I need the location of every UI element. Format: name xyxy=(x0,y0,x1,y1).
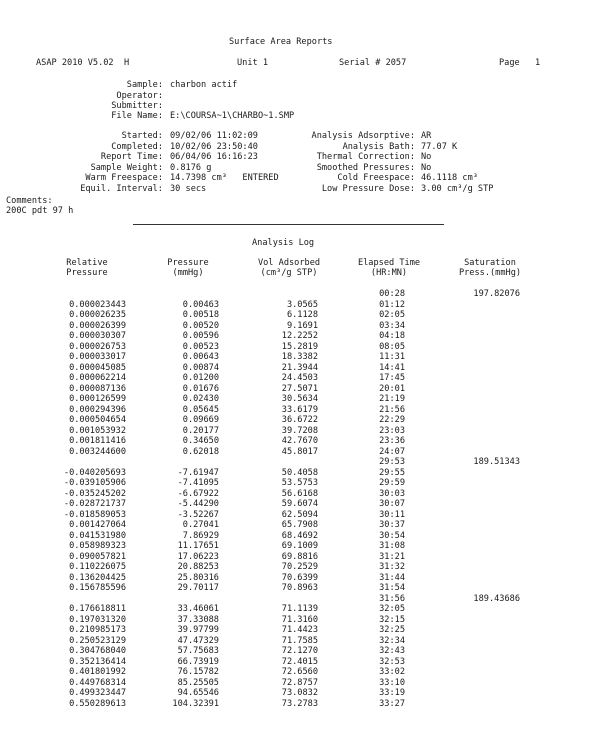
elapsed-time-cell: 23:03 xyxy=(379,425,405,436)
elapsed-time-cell: 30:07 xyxy=(379,499,405,509)
elapsed-time-cell: 03:34 xyxy=(379,320,405,331)
pressure-cell: 0.00596 xyxy=(182,331,219,341)
instrument-version: ASAP 2010 V5.02 H xyxy=(36,58,130,68)
run-param-value: 14.7398 cm³ ENTERED xyxy=(170,173,279,183)
vol-adsorbed-cell: 15.2819 xyxy=(281,341,318,352)
run-param-label: Report Time: xyxy=(100,152,163,162)
column-header-line1: Relative xyxy=(66,258,108,268)
relative-pressure-cell: 0.304768040 xyxy=(69,646,126,656)
pressure-cell: -5.44290 xyxy=(177,499,219,509)
run-param-label: Started: xyxy=(121,131,163,141)
vol-adsorbed-cell: 69.8816 xyxy=(281,551,318,562)
relative-pressure-cell: 0.449768314 xyxy=(69,677,126,688)
vol-adsorbed-cell: 36.6722 xyxy=(281,415,318,425)
elapsed-time-cell: 04:18 xyxy=(379,331,405,341)
section-divider xyxy=(133,224,444,225)
page-label: Page xyxy=(499,58,520,68)
elapsed-time-cell: 32:05 xyxy=(379,604,405,614)
pressure-cell: 20.88253 xyxy=(177,562,219,572)
column-header-line1: Pressure xyxy=(167,258,209,268)
pressure-cell: 0.01676 xyxy=(182,383,219,394)
elapsed-time-cell: 31:08 xyxy=(379,541,405,551)
pressure-cell: 0.02430 xyxy=(182,394,219,404)
vol-adsorbed-cell: 56.6168 xyxy=(281,488,318,499)
relative-pressure-cell: 0.000023443 xyxy=(69,299,126,310)
pressure-cell: 0.00463 xyxy=(182,299,219,310)
run-param-label: Analysis Bath: xyxy=(342,142,415,152)
elapsed-time-cell: 30:11 xyxy=(379,509,405,520)
run-param-value: 09/02/06 11:02:09 xyxy=(170,131,258,141)
run-param-value: 06/04/06 16:16:23 xyxy=(170,152,258,162)
run-param-label: Low Pressure Dose: xyxy=(321,184,415,194)
vol-adsorbed-cell: 72.6560 xyxy=(281,667,318,677)
vol-adsorbed-cell: 18.3382 xyxy=(281,352,318,362)
elapsed-time-cell: 32:43 xyxy=(379,646,405,656)
vol-adsorbed-cell: 33.6179 xyxy=(281,404,318,415)
pressure-cell: 47.47329 xyxy=(177,635,219,646)
comments-text: 200C pdt 97 h xyxy=(6,206,74,216)
elapsed-time-cell: 20:01 xyxy=(379,383,405,394)
pressure-cell: -7.61947 xyxy=(177,467,219,478)
column-header-line2: (HR:MN) xyxy=(370,268,408,278)
pressure-cell: -3.52267 xyxy=(177,509,219,520)
run-param-value: 3.00 cm³/g STP xyxy=(421,184,494,194)
elapsed-time-cell: 32:25 xyxy=(379,625,405,635)
vol-adsorbed-cell: 72.1270 xyxy=(281,646,318,656)
unit-label: Unit 1 xyxy=(237,58,269,68)
relative-pressure-cell: 0.210985173 xyxy=(69,625,126,635)
pressure-cell: 25.80316 xyxy=(177,572,219,583)
elapsed-time-cell: 31:44 xyxy=(379,572,405,583)
run-param-value: 10/02/06 23:50:40 xyxy=(170,142,258,152)
run-param-value: No xyxy=(421,163,432,173)
pressure-cell: -7.41095 xyxy=(177,478,219,488)
relative-pressure-cell: 0.041531980 xyxy=(69,530,126,541)
pressure-cell: -6.67922 xyxy=(177,488,219,499)
elapsed-time-cell: 31:32 xyxy=(379,562,405,572)
relative-pressure-cell: 0.176618811 xyxy=(69,604,126,614)
column-header-line2: Press.(mmHg) xyxy=(458,268,522,278)
relative-pressure-cell: 0.000062214 xyxy=(69,373,126,383)
sample-field-label: Submitter: xyxy=(111,101,163,111)
vol-adsorbed-cell: 12.2252 xyxy=(281,331,318,341)
relative-pressure-cell: -0.039105906 xyxy=(63,478,126,488)
relative-pressure-cell: 0.001811416 xyxy=(69,436,126,446)
elapsed-time-cell: 32:53 xyxy=(379,656,405,667)
vol-adsorbed-cell: 73.0832 xyxy=(281,688,318,698)
relative-pressure-cell: 0.000504654 xyxy=(69,415,126,425)
elapsed-time-cell: 33:02 xyxy=(379,667,405,677)
vol-adsorbed-cell: 30.5634 xyxy=(281,394,318,404)
column-header-line2: (cm³/g STP) xyxy=(260,268,318,278)
vol-adsorbed-cell: 71.3160 xyxy=(281,614,318,625)
pressure-cell: 0.09669 xyxy=(182,415,219,425)
elapsed-time-cell: 33:10 xyxy=(379,677,405,688)
elapsed-time-cell: 32:34 xyxy=(379,635,405,646)
pressure-cell: 11.17651 xyxy=(177,541,219,551)
elapsed-time-cell: 29:53 xyxy=(379,457,405,467)
vol-adsorbed-cell: 53.5753 xyxy=(281,478,318,488)
pressure-cell: 37.33088 xyxy=(177,614,219,625)
elapsed-time-cell: 02:05 xyxy=(379,310,405,320)
run-param-value: 46.1118 cm³ xyxy=(421,173,478,183)
vol-adsorbed-cell: 70.8963 xyxy=(281,583,318,593)
relative-pressure-cell: 0.000294396 xyxy=(69,404,126,415)
run-param-value: AR xyxy=(421,131,432,141)
vol-adsorbed-cell: 65.7908 xyxy=(281,520,318,530)
elapsed-time-cell: 29:55 xyxy=(379,467,405,478)
run-param-label: Smoothed Pressures: xyxy=(316,163,415,173)
elapsed-time-cell: 23:36 xyxy=(379,436,405,446)
relative-pressure-cell: 0.058989323 xyxy=(69,541,126,551)
pressure-cell: 7.86929 xyxy=(182,530,219,541)
run-param-value: 77.07 K xyxy=(421,142,458,152)
serial-number: Serial # 2057 xyxy=(339,58,407,68)
relative-pressure-cell: -0.018589053 xyxy=(63,509,126,520)
vol-adsorbed-cell: 72.4015 xyxy=(281,656,318,667)
relative-pressure-cell: -0.035245202 xyxy=(63,488,126,499)
vol-adsorbed-cell: 73.2783 xyxy=(281,698,318,709)
sample-field-value: E:\COURSA~1\CHARBO~1.SMP xyxy=(170,111,295,121)
run-param-label: Thermal Correction: xyxy=(316,152,415,162)
pressure-cell: 0.00518 xyxy=(182,310,219,320)
vol-adsorbed-cell: 6.1128 xyxy=(286,310,318,320)
elapsed-time-cell: 14:41 xyxy=(379,362,405,373)
pressure-cell: 94.65546 xyxy=(177,688,219,698)
relative-pressure-cell: 0.003244600 xyxy=(69,446,126,457)
relative-pressure-cell: 0.001053932 xyxy=(69,425,126,436)
vol-adsorbed-cell: 3.0565 xyxy=(286,299,318,310)
elapsed-time-cell: 21:19 xyxy=(379,394,405,404)
vol-adsorbed-cell: 42.7670 xyxy=(281,436,318,446)
elapsed-time-cell: 00:28 xyxy=(379,289,405,299)
pressure-cell: 85.25505 xyxy=(177,677,219,688)
sample-field-label: Sample: xyxy=(126,80,163,90)
run-param-label: Cold Freespace: xyxy=(337,173,415,183)
run-param-label: Completed: xyxy=(111,142,163,152)
sample-field-label: File Name: xyxy=(111,111,163,121)
elapsed-time-cell: 30:37 xyxy=(379,520,405,530)
relative-pressure-cell: 0.090057821 xyxy=(69,551,126,562)
elapsed-time-cell: 22:29 xyxy=(379,415,405,425)
column-header-line1: Vol Adsorbed xyxy=(257,258,321,268)
run-param-value: No xyxy=(421,152,432,162)
relative-pressure-cell: 0.197031320 xyxy=(69,614,126,625)
elapsed-time-cell: 33:27 xyxy=(379,698,405,709)
elapsed-time-cell: 11:31 xyxy=(379,352,405,362)
column-header-line2: Pressure xyxy=(66,268,108,278)
relative-pressure-cell: 0.550289613 xyxy=(69,698,126,709)
pressure-cell: 0.00643 xyxy=(182,352,219,362)
column-header-line1: Elapsed Time xyxy=(357,258,421,268)
page-number: 1 xyxy=(535,58,541,68)
run-param-label: Equil. Interval: xyxy=(80,184,163,194)
pressure-cell: 33.46061 xyxy=(177,604,219,614)
relative-pressure-cell: 0.401801992 xyxy=(69,667,126,677)
elapsed-time-cell: 24:07 xyxy=(379,446,405,457)
vol-adsorbed-cell: 69.1009 xyxy=(281,541,318,551)
vol-adsorbed-cell: 71.1139 xyxy=(281,604,318,614)
elapsed-time-cell: 30:03 xyxy=(379,488,405,499)
pressure-cell: 0.20177 xyxy=(182,425,219,436)
relative-pressure-cell: 0.000087136 xyxy=(69,383,126,394)
pressure-cell: 0.00874 xyxy=(182,362,219,373)
relative-pressure-cell: 0.136204425 xyxy=(69,572,126,583)
report-title: Surface Area Reports xyxy=(229,37,333,47)
relative-pressure-cell: 0.000030307 xyxy=(69,331,126,341)
vol-adsorbed-cell: 50.4058 xyxy=(281,467,318,478)
relative-pressure-cell: 0.000033017 xyxy=(69,352,126,362)
vol-adsorbed-cell: 45.8017 xyxy=(281,446,318,457)
pressure-cell: 66.73919 xyxy=(177,656,219,667)
pressure-cell: 104.32391 xyxy=(172,698,219,709)
vol-adsorbed-cell: 62.5094 xyxy=(281,509,318,520)
relative-pressure-cell: 0.001427064 xyxy=(69,520,126,530)
run-param-label: Analysis Adsorptive: xyxy=(311,131,415,141)
comments-label: Comments: xyxy=(6,196,53,206)
pressure-cell: 0.00520 xyxy=(182,320,219,331)
sample-field-value: charbon actif xyxy=(170,80,238,90)
vol-adsorbed-cell: 71.7585 xyxy=(281,635,318,646)
vol-adsorbed-cell: 72.8757 xyxy=(281,677,318,688)
elapsed-time-cell: 31:56 xyxy=(379,593,405,604)
elapsed-time-cell: 17:45 xyxy=(379,373,405,383)
run-param-label: Warm Freespace: xyxy=(85,173,163,183)
vol-adsorbed-cell: 59.6074 xyxy=(281,499,318,509)
pressure-cell: 0.34650 xyxy=(182,436,219,446)
elapsed-time-cell: 33:19 xyxy=(379,688,405,698)
relative-pressure-cell: 0.000045085 xyxy=(69,362,126,373)
run-param-label: Sample Weight: xyxy=(90,163,163,173)
relative-pressure-cell: 0.499323447 xyxy=(69,688,126,698)
vol-adsorbed-cell: 9.1691 xyxy=(286,320,318,331)
vol-adsorbed-cell: 70.6399 xyxy=(281,572,318,583)
elapsed-time-cell: 29:59 xyxy=(379,478,405,488)
vol-adsorbed-cell: 71.4423 xyxy=(281,625,318,635)
vol-adsorbed-cell: 68.4692 xyxy=(281,530,318,541)
pressure-cell: 0.01200 xyxy=(182,373,219,383)
pressure-cell: 17.06223 xyxy=(177,551,219,562)
pressure-cell: 0.27041 xyxy=(182,520,219,530)
elapsed-time-cell: 01:12 xyxy=(379,299,405,310)
sample-field-label: Operator: xyxy=(116,91,163,101)
vol-adsorbed-cell: 27.5071 xyxy=(281,383,318,394)
saturation-pressure-cell: 197.82076 xyxy=(473,289,520,299)
pressure-cell: 0.62018 xyxy=(182,446,219,457)
relative-pressure-cell: 0.250523129 xyxy=(69,635,126,646)
relative-pressure-cell: 0.000026753 xyxy=(69,341,126,352)
vol-adsorbed-cell: 39.7208 xyxy=(281,425,318,436)
relative-pressure-cell: 0.000126599 xyxy=(69,394,126,404)
relative-pressure-cell: 0.000026399 xyxy=(69,320,126,331)
analysis-log-title: Analysis Log xyxy=(252,238,315,248)
elapsed-time-cell: 32:15 xyxy=(379,614,405,625)
elapsed-time-cell: 08:05 xyxy=(379,341,405,352)
elapsed-time-cell: 30:54 xyxy=(379,530,405,541)
relative-pressure-cell: 0.110226075 xyxy=(69,562,126,572)
relative-pressure-cell: 0.352136414 xyxy=(69,656,126,667)
pressure-cell: 29.70117 xyxy=(177,583,219,593)
elapsed-time-cell: 31:21 xyxy=(379,551,405,562)
saturation-pressure-cell: 189.51343 xyxy=(473,457,520,467)
pressure-cell: 0.00523 xyxy=(182,341,219,352)
pressure-cell: 39.97799 xyxy=(177,625,219,635)
vol-adsorbed-cell: 24.4503 xyxy=(281,373,318,383)
run-param-value: 30 secs xyxy=(170,184,207,194)
relative-pressure-cell: 0.000026235 xyxy=(69,310,126,320)
column-header-line1: Saturation xyxy=(464,258,516,268)
pressure-cell: 0.05645 xyxy=(182,404,219,415)
saturation-pressure-cell: 189.43686 xyxy=(473,593,520,604)
relative-pressure-cell: 0.156785596 xyxy=(69,583,126,593)
vol-adsorbed-cell: 70.2529 xyxy=(281,562,318,572)
elapsed-time-cell: 21:56 xyxy=(379,404,405,415)
run-param-value: 0.8176 g xyxy=(170,163,212,173)
vol-adsorbed-cell: 21.3944 xyxy=(281,362,318,373)
column-header-line2: (mmHg) xyxy=(172,268,204,278)
relative-pressure-cell: -0.040205693 xyxy=(63,467,126,478)
pressure-cell: 57.75683 xyxy=(177,646,219,656)
elapsed-time-cell: 31:54 xyxy=(379,583,405,593)
pressure-cell: 76.15782 xyxy=(177,667,219,677)
relative-pressure-cell: -0.028721737 xyxy=(63,499,126,509)
